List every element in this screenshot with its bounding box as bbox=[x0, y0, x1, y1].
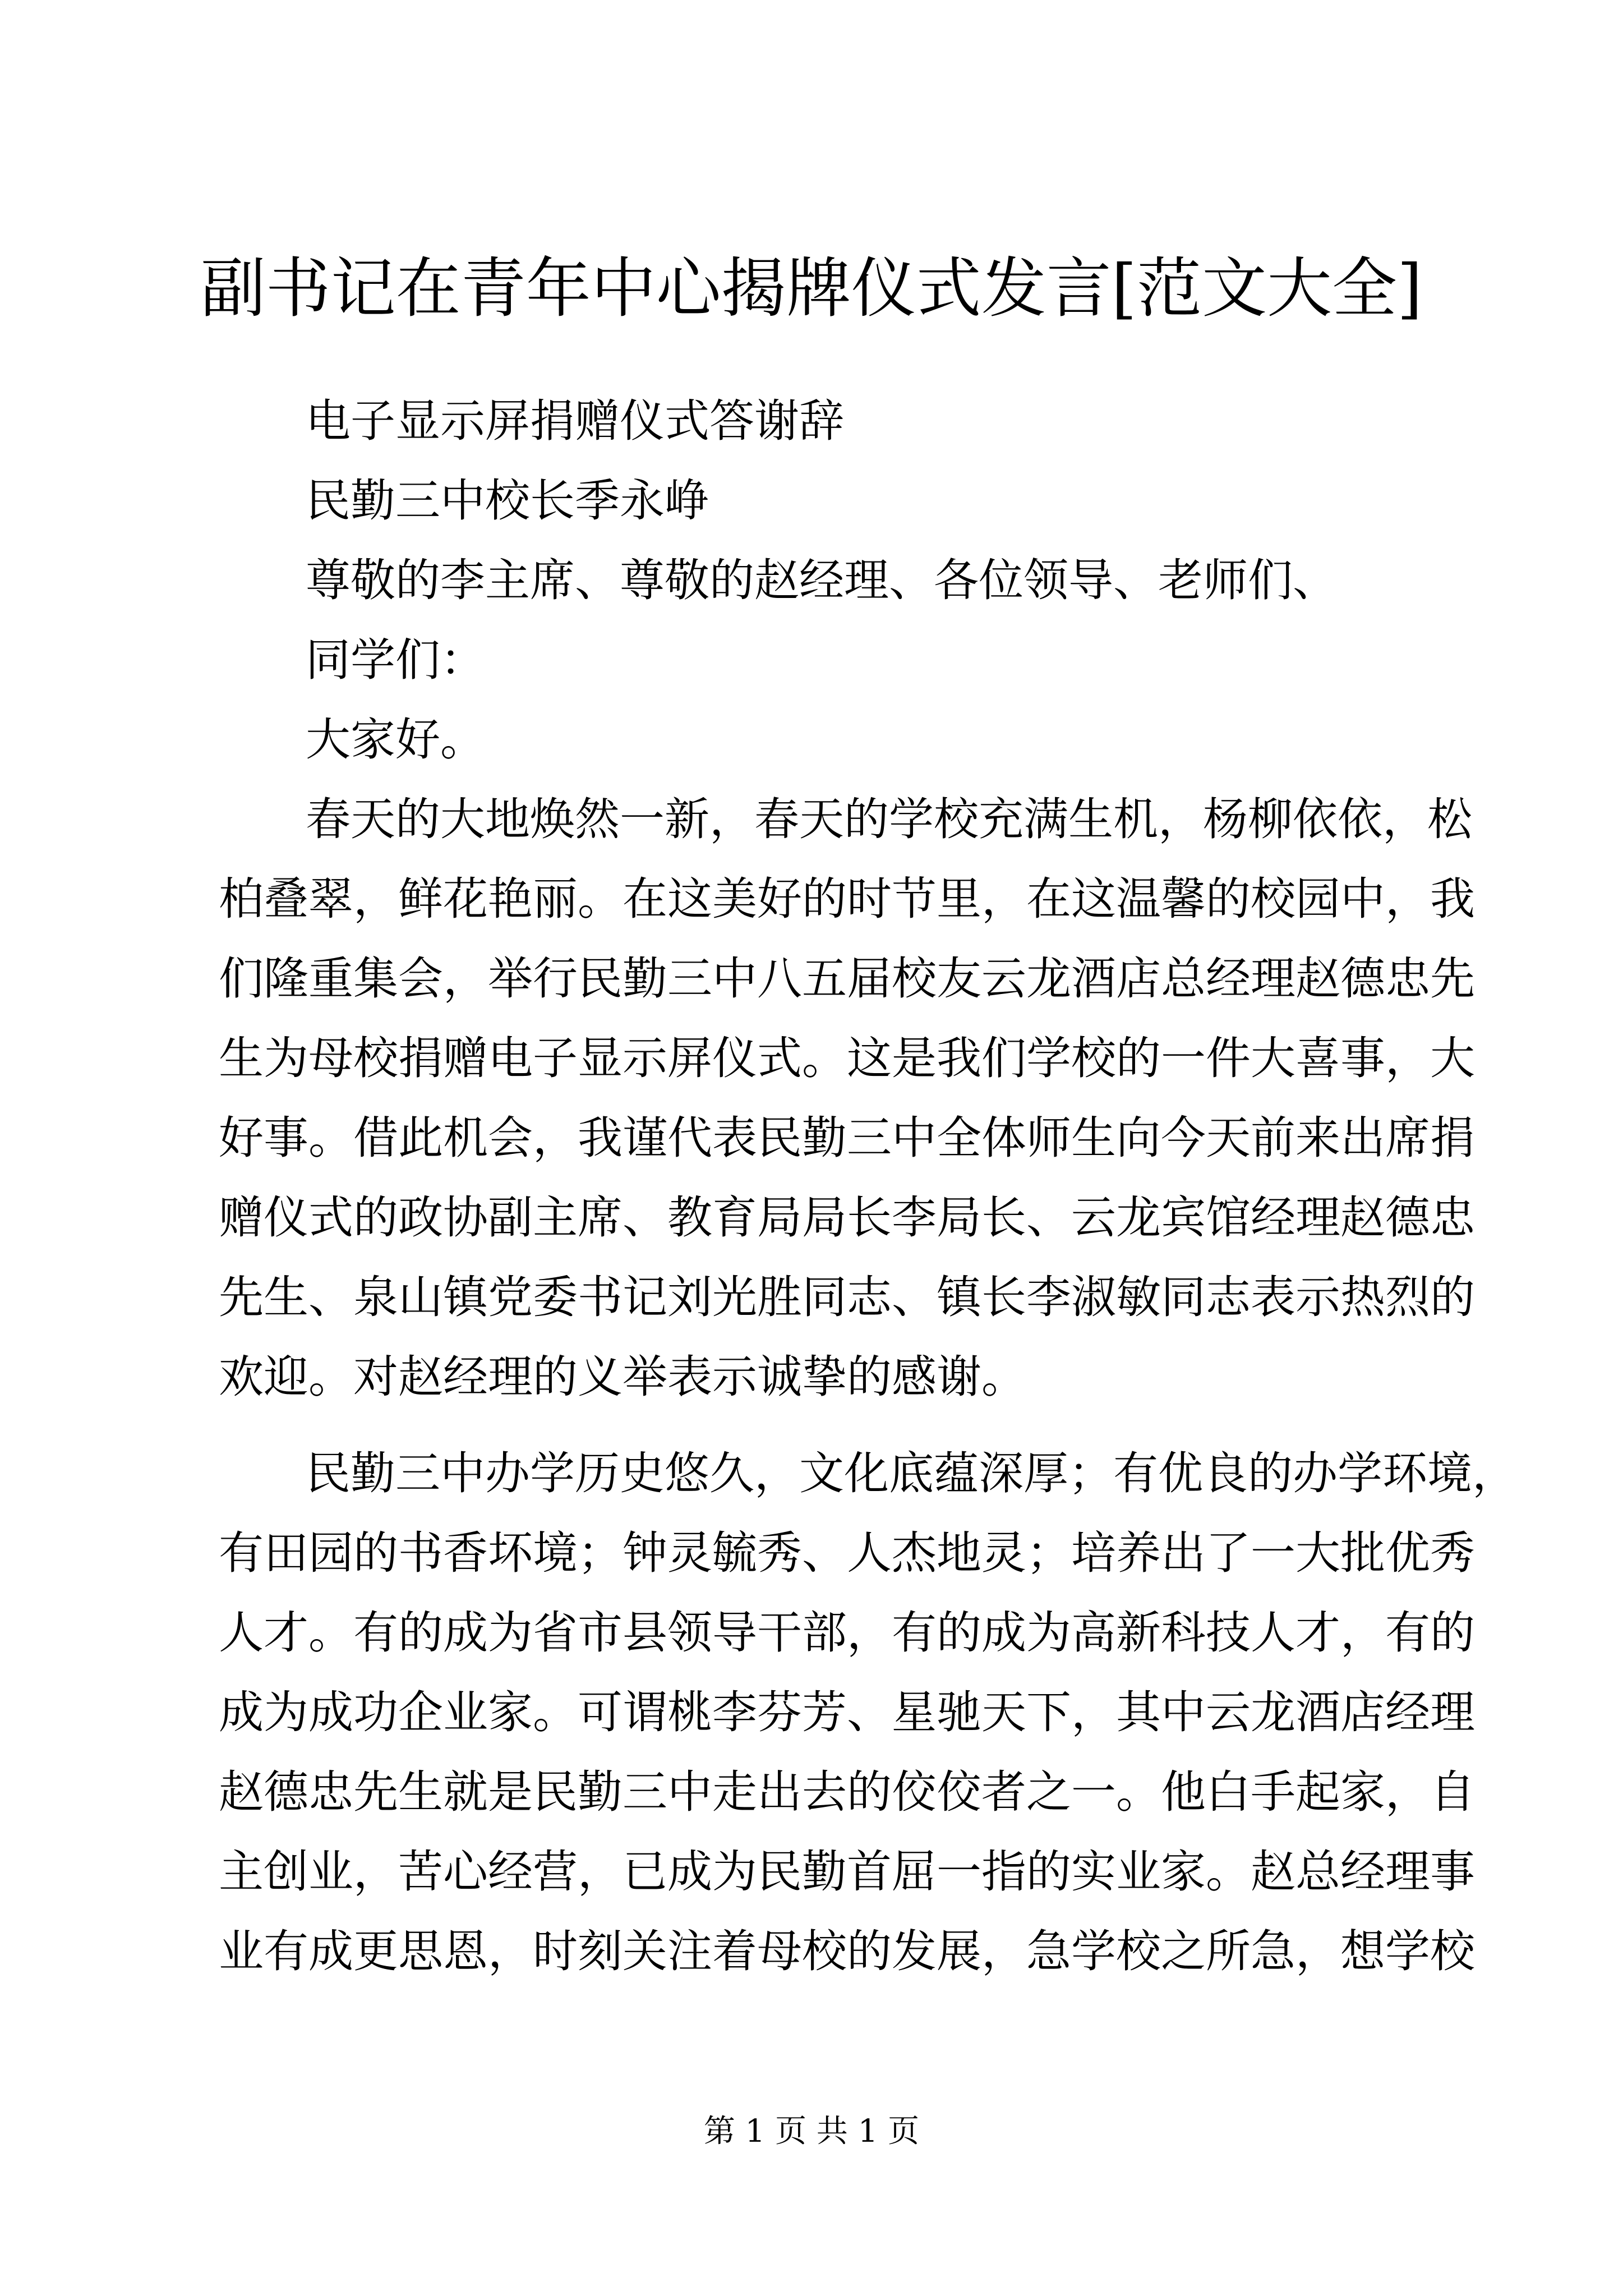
paragraph-line: 先生、泉山镇党委书记刘光胜同志、镇长李淑敏同志表示热烈的 bbox=[219, 1271, 1475, 1323]
intro-line: 民勤三中校长季永峥 bbox=[306, 475, 709, 527]
document-title: 副书记在青年中心揭牌仪式发言[范文大全] bbox=[200, 251, 1423, 326]
intro-line: 尊敬的李主席、尊敬的赵经理、各位领导、老师们、 bbox=[306, 554, 1338, 606]
paragraph-line: 春天的大地焕然一新，春天的学校充满生机，杨柳依依，松 bbox=[306, 793, 1472, 845]
paragraph-line: 柏叠翠，鲜花艳丽。在这美好的时节里，在这温馨的校园中，我 bbox=[219, 873, 1475, 925]
paragraph-line: 赵德忠先生就是民勤三中走出去的佼佼者之一。他白手起家，自 bbox=[219, 1766, 1475, 1818]
intro-line: 电子显示屏捐赠仪式答谢辞 bbox=[306, 395, 844, 447]
paragraph-line: 欢迎。对赵经理的义举表示诚挚的感谢。 bbox=[219, 1351, 1026, 1403]
paragraph-line: 人才。有的成为省市县领导干部，有的成为高新科技人才，有的 bbox=[219, 1607, 1475, 1659]
paragraph-line: 生为母校捐赠电子显示屏仪式。这是我们学校的一件大喜事，大 bbox=[219, 1032, 1475, 1084]
intro-line: 同学们： bbox=[306, 634, 485, 686]
paragraph-line: 成为成功企业家。可谓桃李芬芳、星驰天下，其中云龙酒店经理 bbox=[219, 1686, 1475, 1738]
paragraph-line: 们隆重集会，举行民勤三中八五届校友云龙酒店总经理赵德忠先 bbox=[219, 953, 1475, 1005]
paragraph-line: 业有成更思恩，时刻关注着母校的发展，急学校之所急，想学校 bbox=[219, 1925, 1475, 1977]
paragraph-line: 好事。借此机会，我谨代表民勤三中全体师生向今天前来出席捐 bbox=[219, 1112, 1475, 1164]
paragraph-2 bbox=[219, 1434, 1517, 1991]
paragraph-line: 主创业，苦心经营，已成为民勤首屈一指的实业家。赵总经理事 bbox=[219, 1846, 1475, 1898]
paragraph-line: 民勤三中办学历史悠久，文化底蕴深厚；有优良的办学环境， bbox=[306, 1447, 1517, 1499]
document-body bbox=[219, 381, 1517, 1991]
paragraph-line: 赠仪式的政协副主席、教育局局长李局长、云龙宾馆经理赵德忠 bbox=[219, 1191, 1475, 1244]
paragraph-line: 有田园的书香坏境；钟灵毓秀、人杰地灵；培养出了一大批优秀 bbox=[219, 1527, 1475, 1579]
paragraph-spacer bbox=[219, 1417, 1413, 1434]
page-footer: 第 1 页 共 1 页 bbox=[703, 2113, 920, 2150]
intro-line: 大家好。 bbox=[306, 714, 485, 766]
paragraph-1 bbox=[219, 780, 1475, 1417]
